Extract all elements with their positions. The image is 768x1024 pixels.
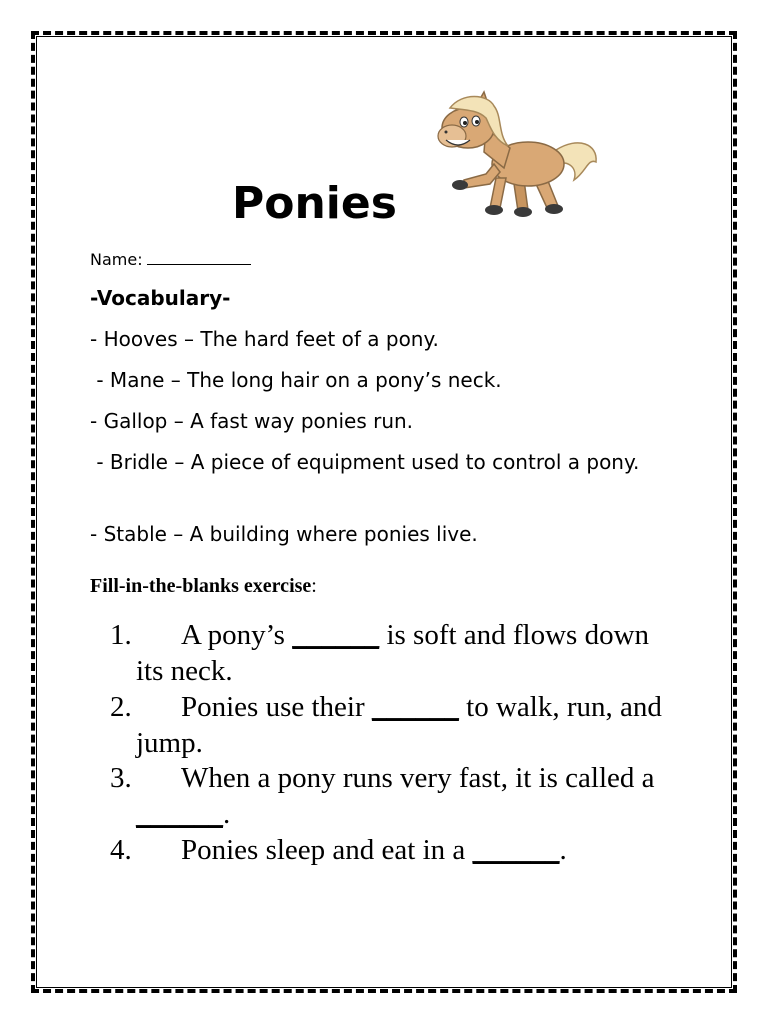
question-item [110,832,680,868]
name-blank-line[interactable] [147,250,251,265]
question-text: A pony’s ______ is soft and flows down its neck. [136,619,650,687]
question-number: 1. [110,619,132,651]
vocabulary-item-gallop: - Gallop – A fast way ponies run. [90,409,414,433]
question-number: 4. [110,834,132,866]
question-text: When a pony runs very fast, it is called a ______. [136,762,655,830]
question-number: 3. [110,762,132,794]
vocabulary-item-hooves: - Hooves – The hard feet of a pony. [90,327,439,351]
answer-blank[interactable]: ______ [472,834,560,866]
vocabulary-item-bridle: - Bridle – A piece of equipment used to control a pony. [90,450,640,474]
answer-blank[interactable]: ______ [292,619,380,651]
question-item [110,689,680,761]
question-text: Ponies use their ______ to walk, run, and jump. [136,691,662,759]
question-number: 2. [110,691,132,723]
exercise-heading-text: Fill-in-the-blanks exercise [90,575,312,597]
cartoon-pony-icon [428,88,604,224]
page-title: Ponies [232,178,397,229]
answer-blank[interactable]: ______ [136,798,223,830]
name-label: Name: [90,250,143,269]
question-item [110,617,680,689]
vocabulary-item-stable: - Stable – A building where ponies live. [90,522,478,546]
exercise-heading-colon: : [311,575,317,597]
vocabulary-item-mane: - Mane – The long hair on a pony’s neck. [90,368,502,392]
answer-blank[interactable]: ______ [371,691,459,723]
question-text: Ponies sleep and eat in a ______. [181,834,567,866]
vocabulary-heading: -Vocabulary- [90,286,231,310]
name-field[interactable] [90,250,251,270]
exercise-heading [90,573,317,599]
question-item [110,760,680,832]
